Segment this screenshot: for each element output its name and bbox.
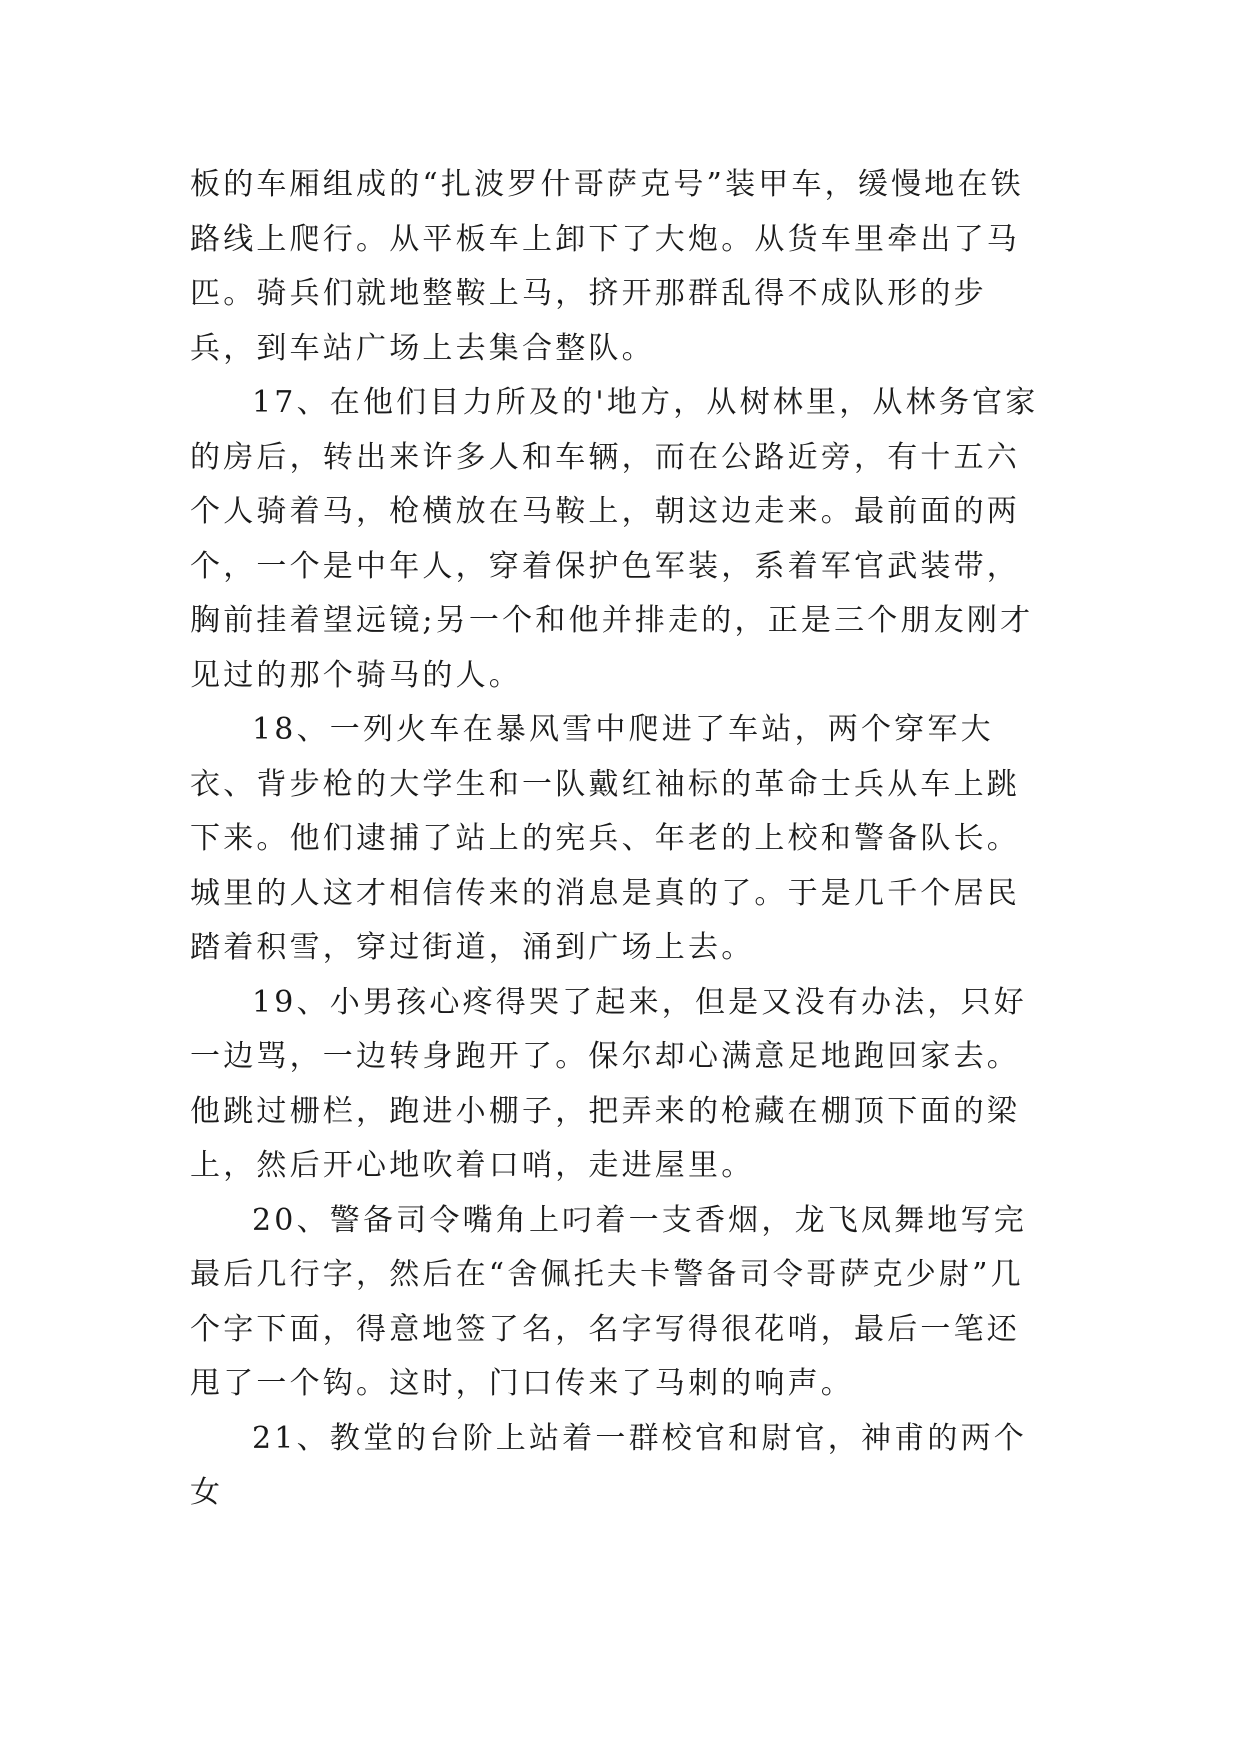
paragraph-21: 21、教堂的台阶上站着一群校官和尉官，神甫的两个女: [190, 1420, 1027, 1510]
paragraph-18: 18、一列火车在暴风雪中爬进了车站，两个穿军大衣、背步枪的大学生和一队戴红袖标的革命士兵从车上跳下来。他们逮捕了站上的宪兵、年老的上校和警备队长。城里的人这才相信传来的消息是真的了。于是几千个居民踏着积雪，穿过街道，涌到广场上去。: [190, 712, 1020, 965]
paragraph-19: 19、小男孩心疼得哭了起来，但是又没有办法，只好一边骂，一边转身跑开了。保尔却心满意足地跑回家去。他跳过栅栏，跑进小棚子，把弄来的枪藏在棚顶下面的梁上，然后开心地吹着口哨，走进屋里。: [190, 984, 1027, 1183]
paragraph-20: 20、警备司令嘴角上叼着一支香烟，龙飞凤舞地写完最后几行字，然后在“舍佩托夫卡警备司令哥萨克少尉”几个字下面，得意地签了名，名字写得很花哨，最后一笔还甩了一个钩。这时，门口传来了马刺的响声。: [190, 1202, 1027, 1401]
paragraph-continued: 板的车厢组成的“扎波罗什哥萨克号”装甲车，缓慢地在铁路线上爬行。从平板车上卸下了大炮。从货车里牵出了马匹。骑兵们就地整鞍上马，挤开那群乱得不成队形的步兵，到车站广场上去集合整队。: [190, 167, 1024, 366]
document-body: [190, 158, 1052, 1521]
paragraph-17: 17、在他们目力所及的'地方，从树林里，从林务官家的房后，转出来许多人和车辆，而在公路近旁，有十五六个人骑着马，枪横放在马鞍上，朝这边走来。最前面的两个，一个是中年人，穿着保护色军装，系着军官武装带，胸前挂着望远镜;另一个和他并排走的，正是三个朋友刚才见过的那个骑马的人。: [190, 385, 1039, 693]
